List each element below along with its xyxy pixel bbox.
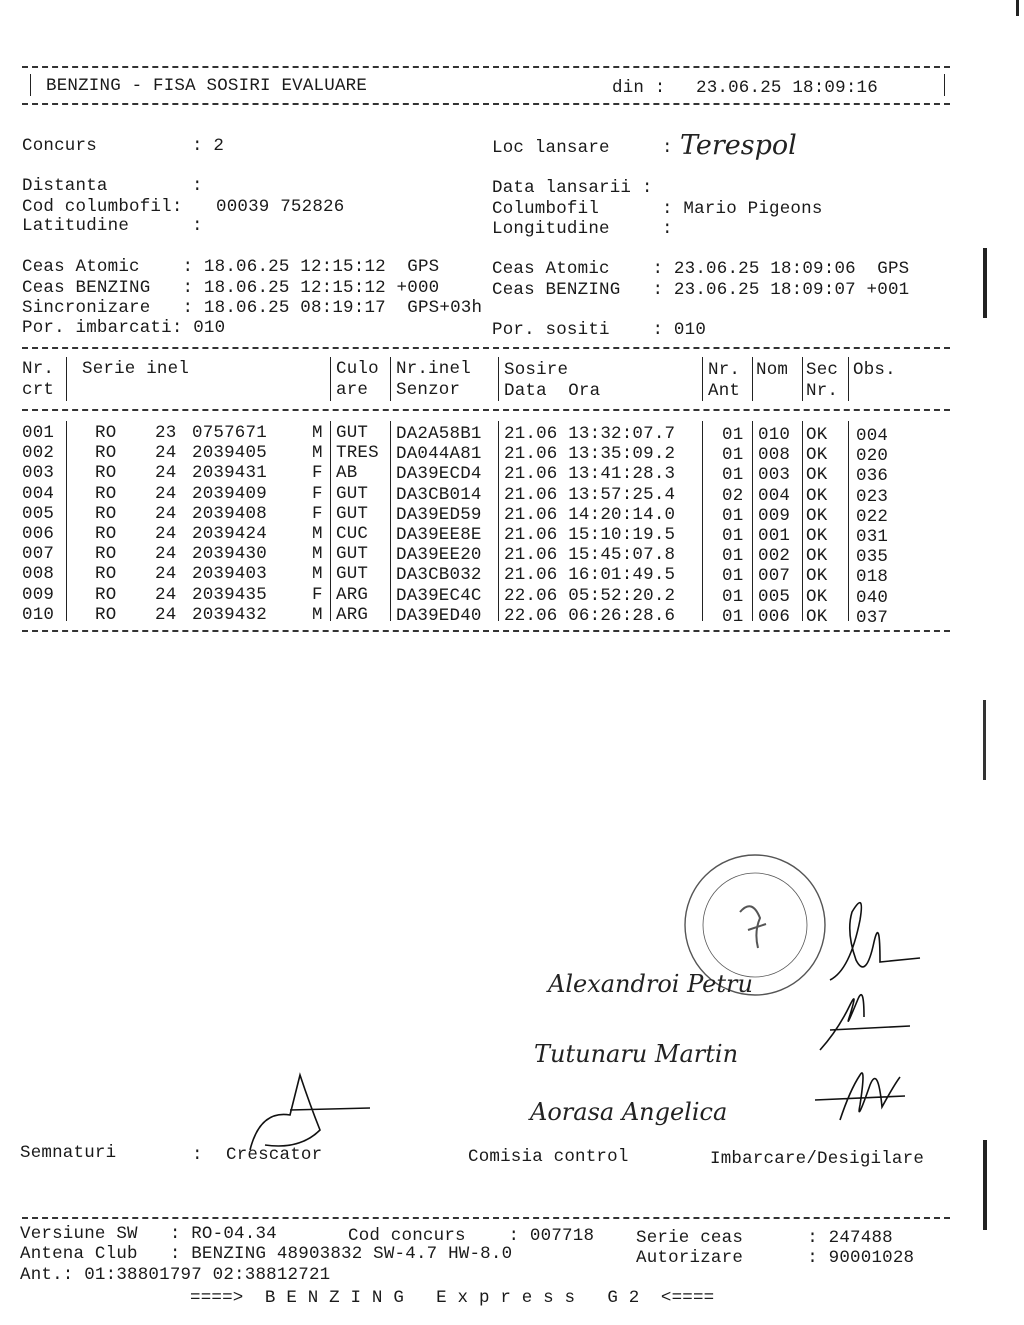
row-ring-number: 2039405	[192, 443, 267, 463]
row-nr: 006	[22, 524, 55, 544]
header-nom: Nom	[756, 360, 789, 380]
row-ring-number: 2039431	[192, 463, 267, 483]
row-sex: M	[312, 423, 323, 443]
signature-crescator	[250, 1075, 370, 1150]
row-country: RO	[95, 504, 117, 524]
row-year: 23	[155, 423, 177, 443]
row-year: 24	[155, 524, 177, 544]
concurs-label: Concurs	[22, 136, 97, 156]
row-country: RO	[95, 544, 117, 564]
footer-serie-ceas: Serie ceas : 247488	[636, 1228, 893, 1248]
row-nr: 010	[22, 605, 55, 625]
stamp-bird	[740, 906, 766, 948]
row-antenna: 01	[722, 506, 744, 526]
header-nr-ant-2: Ant	[708, 381, 741, 401]
clock-left-3: Sincronizare : 18.06.25 08:19:17 GPS+03h	[22, 298, 483, 318]
row-rank: 008	[758, 445, 791, 465]
semnaturi-label: Semnaturi	[20, 1143, 117, 1163]
crescator-label: Crescator	[226, 1145, 323, 1165]
row-year: 24	[155, 544, 177, 564]
row-antenna: 01	[722, 425, 744, 445]
row-ring-number: 2039403	[192, 564, 267, 584]
row-nr: 007	[22, 544, 55, 564]
handwritten-name-3: Aorasa Angelica	[530, 1098, 728, 1126]
row-color: ARG	[336, 605, 369, 625]
row-arrival: 21.06 14:20:14.0	[504, 505, 676, 525]
clock-left-4: Por. imbarcati: 010	[22, 318, 226, 338]
row-sensor: DA3CB032	[396, 565, 482, 585]
header-sec-2: Nr.	[806, 381, 839, 401]
row-security: OK	[806, 445, 828, 465]
row-year: 24	[155, 443, 177, 463]
latitudine-label: Latitudine	[22, 216, 130, 236]
row-sex: M	[312, 564, 323, 584]
report-date: 23.06.25 18:09:16	[696, 78, 878, 98]
row-country: RO	[95, 564, 117, 584]
row-sensor: DA39ECD4	[396, 464, 482, 484]
row-obs: 031	[856, 527, 889, 547]
footer-autorizare: Autorizare : 90001028	[636, 1248, 915, 1268]
stamp-inner-circle	[703, 873, 807, 977]
row-obs: 004	[856, 426, 889, 446]
scan-edge-mark-1	[983, 248, 987, 318]
row-sensor: DA044A81	[396, 444, 482, 464]
row-sex: F	[312, 504, 323, 524]
cod-columbofil-value: 00039 752826	[216, 197, 345, 217]
row-rank: 010	[758, 425, 791, 445]
distanta-label: Distanta	[22, 176, 108, 196]
footer-cod-concurs: Cod concurs : 007718	[348, 1226, 595, 1246]
row-security: OK	[806, 486, 828, 506]
cod-columbofil-label: Cod columbofil:	[22, 197, 183, 217]
row-country: RO	[95, 605, 117, 625]
footer-versiune: Versiune SW : RO-04.34	[20, 1224, 277, 1244]
footer-antene: Ant.: 01:38801797 02:38812721	[20, 1265, 331, 1285]
row-security: OK	[806, 587, 828, 607]
row-ring-number: 2039424	[192, 524, 267, 544]
row-ring-number: 2039430	[192, 544, 267, 564]
row-sex: M	[312, 443, 323, 463]
row-country: RO	[95, 524, 117, 544]
row-rank: 003	[758, 465, 791, 485]
row-arrival: 21.06 13:57:25.4	[504, 485, 676, 505]
row-arrival: 21.06 13:32:07.7	[504, 424, 676, 444]
row-obs: 036	[856, 466, 889, 486]
clock-left-1: Ceas Atomic : 18.06.25 12:15:12 GPS	[22, 257, 440, 277]
row-obs: 020	[856, 446, 889, 466]
row-arrival: 21.06 13:41:28.3	[504, 464, 676, 484]
row-antenna: 01	[722, 445, 744, 465]
row-arrival: 21.06 15:10:19.5	[504, 525, 676, 545]
loc-lansare-handwritten: Terespol	[680, 130, 797, 161]
row-year: 24	[155, 605, 177, 625]
row-antenna: 01	[722, 566, 744, 586]
row-sensor: DA39ED59	[396, 505, 482, 525]
handwritten-name-1: Alexandroi Petru	[548, 970, 753, 998]
header-nr-crt-2: crt	[22, 380, 55, 400]
loc-lansare-colon: :	[662, 138, 673, 158]
scan-edge-mark-3	[983, 1140, 987, 1230]
row-nr: 001	[22, 423, 55, 443]
row-year: 24	[155, 504, 177, 524]
footer-brand: ====> B E N Z I N G E x p r e s s G 2 <====	[190, 1288, 715, 1308]
data-lansarii-label: Data lansarii :	[492, 178, 653, 198]
row-country: RO	[95, 463, 117, 483]
columbofil-value: : Mario Pigeons	[662, 199, 823, 219]
header-sosire-1: Sosire	[504, 360, 569, 380]
clock-right-2: Ceas BENZING : 23.06.25 18:09:07 +001	[492, 280, 910, 300]
columbofil-label: Columbofil	[492, 199, 600, 219]
header-sec-1: Sec	[806, 360, 839, 380]
row-obs: 023	[856, 487, 889, 507]
row-obs: 035	[856, 547, 889, 567]
row-obs: 037	[856, 608, 889, 628]
row-security: OK	[806, 465, 828, 485]
footer-antena: Antena Club : BENZING 48903832 SW-4.7 HW-8.0	[20, 1244, 513, 1264]
row-rank: 001	[758, 526, 791, 546]
clock-left-2: Ceas BENZING : 18.06.25 12:15:12 +000	[22, 278, 440, 298]
latitudine-value: :	[192, 216, 203, 236]
row-security: OK	[806, 607, 828, 627]
imbarcare-label: Imbarcare/Desigilare	[710, 1149, 925, 1169]
row-color: CUC	[336, 524, 369, 544]
row-obs: 040	[856, 588, 889, 608]
row-color: GUT	[336, 484, 369, 504]
footer-top-rule	[22, 1217, 950, 1219]
signature-1	[830, 903, 920, 980]
row-sex: F	[312, 463, 323, 483]
header-culoare-2: are	[336, 380, 369, 400]
row-nr: 005	[22, 504, 55, 524]
row-color: GUT	[336, 564, 369, 584]
row-sensor: DA2A58B1	[396, 424, 482, 444]
header-serie-inel: Serie inel	[82, 359, 190, 379]
report-title: BENZING - FISA SOSIRI EVALUARE	[46, 76, 368, 96]
row-year: 24	[155, 564, 177, 584]
row-security: OK	[806, 546, 828, 566]
row-sex: M	[312, 605, 323, 625]
header-nr-ant-1: Nr.	[708, 360, 741, 380]
row-arrival: 21.06 16:01:49.5	[504, 565, 676, 585]
header-culoare-1: Culo	[336, 359, 379, 379]
row-arrival: 21.06 15:45:07.8	[504, 545, 676, 565]
row-color: GUT	[336, 544, 369, 564]
row-sensor: DA39EE20	[396, 545, 482, 565]
row-sex: F	[312, 484, 323, 504]
row-ring-number: 2039435	[192, 585, 267, 605]
row-sex: M	[312, 544, 323, 564]
row-arrival: 22.06 05:52:20.2	[504, 586, 676, 606]
comisia-label: Comisia control	[468, 1147, 629, 1167]
row-arrival: 22.06 06:26:28.6	[504, 606, 676, 626]
row-rank: 004	[758, 486, 791, 506]
row-sensor: DA3CB014	[396, 485, 482, 505]
loc-lansare-label: Loc lansare	[492, 138, 610, 158]
row-color: AB	[336, 463, 358, 483]
scan-edge-mark-2	[983, 700, 986, 780]
row-sensor: DA39EE8E	[396, 525, 482, 545]
row-antenna: 01	[722, 526, 744, 546]
row-country: RO	[95, 443, 117, 463]
row-rank: 002	[758, 546, 791, 566]
header-senzor-2: Senzor	[396, 380, 461, 400]
row-sex: M	[312, 524, 323, 544]
row-country: RO	[95, 423, 117, 443]
row-rank: 006	[758, 607, 791, 627]
handwritten-name-2: Tutunaru Martin	[534, 1040, 739, 1068]
row-security: OK	[806, 506, 828, 526]
row-ring-number: 2039409	[192, 484, 267, 504]
row-color: GUT	[336, 423, 369, 443]
scan-edge-mark-4	[1016, 0, 1019, 16]
row-country: RO	[95, 484, 117, 504]
row-antenna: 01	[722, 587, 744, 607]
distanta-value: :	[192, 176, 203, 196]
row-nr: 009	[22, 585, 55, 605]
row-sensor: DA39EC4C	[396, 586, 482, 606]
row-ring-number: 2039432	[192, 605, 267, 625]
row-antenna: 02	[722, 486, 744, 506]
row-color: ARG	[336, 585, 369, 605]
row-ring-number: 2039408	[192, 504, 267, 524]
row-year: 24	[155, 585, 177, 605]
row-obs: 018	[856, 567, 889, 587]
row-country: RO	[95, 585, 117, 605]
row-color: TRES	[336, 443, 379, 463]
row-antenna: 01	[722, 465, 744, 485]
row-antenna: 01	[722, 546, 744, 566]
row-antenna: 01	[722, 607, 744, 627]
row-nr: 004	[22, 484, 55, 504]
header-nr-crt-1: Nr.	[22, 359, 55, 379]
signature-3	[815, 1073, 905, 1120]
longitudine-label: Longitudine	[492, 219, 610, 239]
signature-2	[820, 995, 910, 1050]
semnaturi-colon: :	[192, 1145, 203, 1165]
row-nr: 008	[22, 564, 55, 584]
row-nr: 002	[22, 443, 55, 463]
row-security: OK	[806, 526, 828, 546]
row-security: OK	[806, 425, 828, 445]
header-sosire-2: Data Ora	[504, 381, 601, 401]
row-year: 24	[155, 484, 177, 504]
row-rank: 005	[758, 587, 791, 607]
concurs-value: : 2	[192, 136, 225, 156]
header-obs: Obs.	[853, 360, 896, 380]
clock-right-4: Por. sositi : 010	[492, 320, 707, 340]
report-date-label: din :	[612, 78, 666, 98]
row-rank: 009	[758, 506, 791, 526]
row-arrival: 21.06 13:35:09.2	[504, 444, 676, 464]
row-rank: 007	[758, 566, 791, 586]
row-nr: 003	[22, 463, 55, 483]
row-obs: 022	[856, 507, 889, 527]
clock-right-1: Ceas Atomic : 23.06.25 18:09:06 GPS	[492, 259, 910, 279]
header-senzor-1: Nr.inel	[396, 359, 471, 379]
longitudine-value: :	[662, 219, 673, 239]
row-color: GUT	[336, 504, 369, 524]
row-year: 24	[155, 463, 177, 483]
row-sensor: DA39ED40	[396, 606, 482, 626]
row-sex: F	[312, 585, 323, 605]
row-security: OK	[806, 566, 828, 586]
row-ring-number: 0757671	[192, 423, 267, 443]
